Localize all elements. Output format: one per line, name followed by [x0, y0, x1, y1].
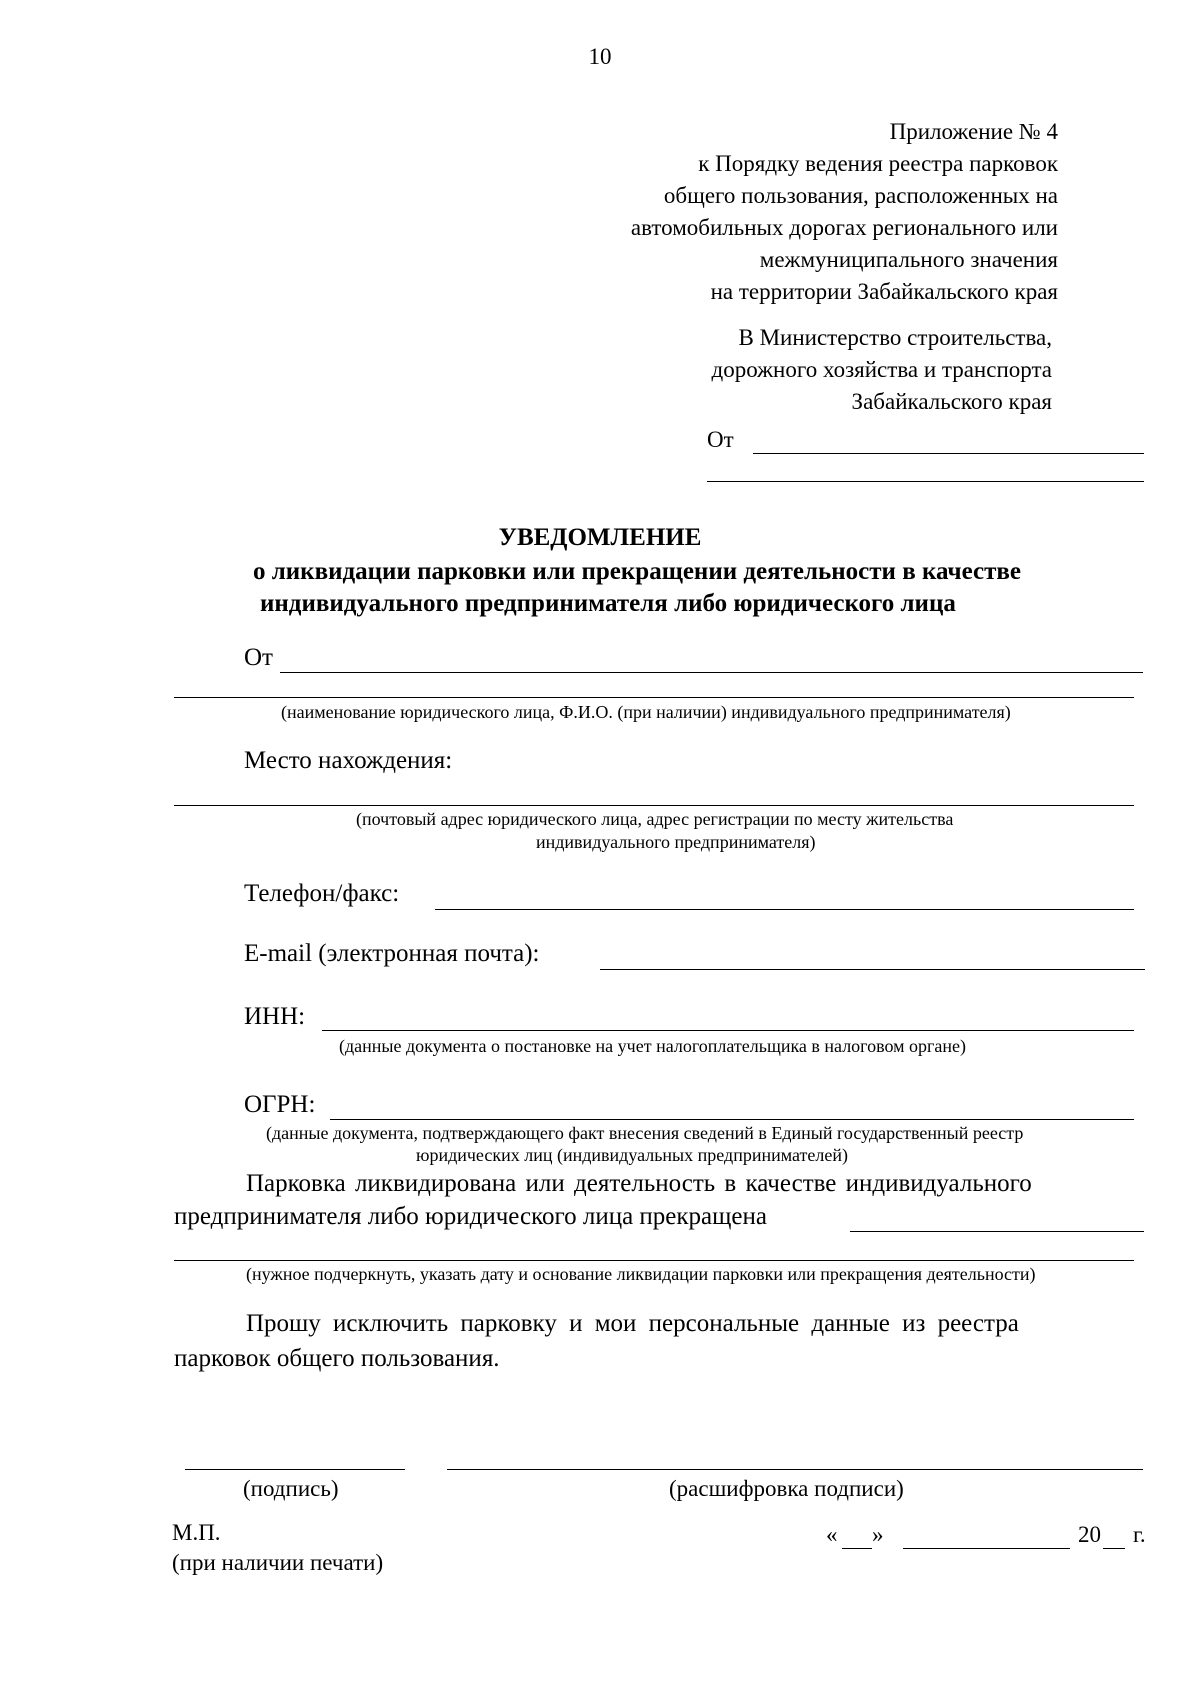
document-title: УВЕДОМЛЕНИЕ [498, 524, 702, 551]
signature-decode-line[interactable] [447, 1469, 1143, 1470]
appendix-line: к Порядку ведения реестра парковок [698, 151, 1058, 176]
addressee-block [712, 322, 1052, 418]
request-line-2: парковок общего пользования. [174, 1345, 500, 1372]
appendix-block [631, 116, 1058, 308]
parking-statement-line-2: предпринимателя либо юридического лица прекращена [174, 1203, 767, 1230]
date-year-prefix: 20 [1078, 1522, 1101, 1547]
from-label: От [244, 644, 273, 671]
email-field-line[interactable] [600, 969, 1145, 970]
date-year-suffix: г. [1133, 1522, 1146, 1547]
parking-details-line[interactable] [174, 1260, 1134, 1261]
appendix-line: автомобильных дорогах регионального или [630, 215, 1058, 240]
inn-hint: (данные документа о постановке на учет налогоплательщика в налоговом органе) [339, 1036, 967, 1056]
inn-label: ИНН: [244, 1003, 306, 1030]
date-year-line[interactable] [1103, 1548, 1125, 1549]
location-hint-line-2: индивидуального предпринимателя) [536, 832, 816, 852]
date-open-quote: « [826, 1522, 838, 1547]
from-field-line-2[interactable] [174, 697, 1134, 698]
stamp-label: М.П. [172, 1520, 221, 1545]
date-close-quote: » [872, 1522, 884, 1547]
page-number: 10 [588, 44, 612, 69]
email-label: E-mail (электронная почта): [244, 940, 540, 967]
signature-hint: (подпись) [243, 1476, 339, 1501]
parking-statement-line-1: Парковка ликвидирована или деятельность в качестве индивидуального [246, 1170, 1032, 1197]
ogrn-field-line[interactable] [330, 1119, 1134, 1120]
location-field-line[interactable] [174, 805, 1134, 806]
appendix-line: общего пользования, расположенных на [663, 183, 1058, 208]
date-month-line[interactable] [903, 1548, 1070, 1549]
ogrn-label: ОГРН: [244, 1091, 316, 1118]
addressee-line: В Министерство строительства, [738, 325, 1052, 350]
addressee-from-label: От [707, 427, 734, 452]
date-day-line[interactable] [842, 1548, 872, 1549]
location-hint-line-1: (почтовый адрес юридического лица, адрес регистрации по месту жительства [356, 809, 954, 829]
from-field-line[interactable] [280, 672, 1143, 673]
phone-label: Телефон/факс: [244, 880, 400, 907]
addressee-from-line-2[interactable] [707, 481, 1144, 482]
inn-field-line[interactable] [322, 1030, 1134, 1031]
phone-field-line[interactable] [435, 909, 1134, 910]
document-subtitle-line-2: индивидуального предпринимателя либо юридического лица [260, 590, 956, 617]
addressee-line: дорожного хозяйства и транспорта [711, 357, 1052, 382]
location-label: Место нахождения: [244, 747, 453, 774]
request-line-1: Прошу исключить парковку и мои персональные данные из реестра [246, 1310, 1019, 1337]
parking-date-line[interactable] [850, 1231, 1144, 1232]
signature-line[interactable] [185, 1469, 405, 1470]
ogrn-hint-line-2: юридических лиц (индивидуальных предпринимателей) [416, 1145, 848, 1165]
parking-hint: (нужное подчеркнуть, указать дату и основание ликвидации парковки или прекращения деятельности) [246, 1264, 1036, 1284]
appendix-line: на территории Забайкальского края [710, 279, 1058, 304]
addressee-line: Забайкальского края [851, 389, 1052, 414]
appendix-line: Приложение № 4 [889, 119, 1058, 144]
document-subtitle-line-1: о ликвидации парковки или прекращении деятельности в качестве [253, 558, 1021, 585]
appendix-line: межмуниципального значения [759, 247, 1058, 272]
ogrn-hint-line-1: (данные документа, подтверждающего факт внесения сведений в Единый государственный реестр [266, 1123, 1024, 1143]
signature-decode-hint: (расшифровка подписи) [669, 1476, 904, 1501]
stamp-hint: (при наличии печати) [172, 1550, 384, 1575]
from-hint: (наименование юридического лица, Ф.И.О. (при наличии) индивидуального предпринимателя) [281, 702, 1011, 722]
addressee-from-line[interactable] [753, 453, 1144, 454]
